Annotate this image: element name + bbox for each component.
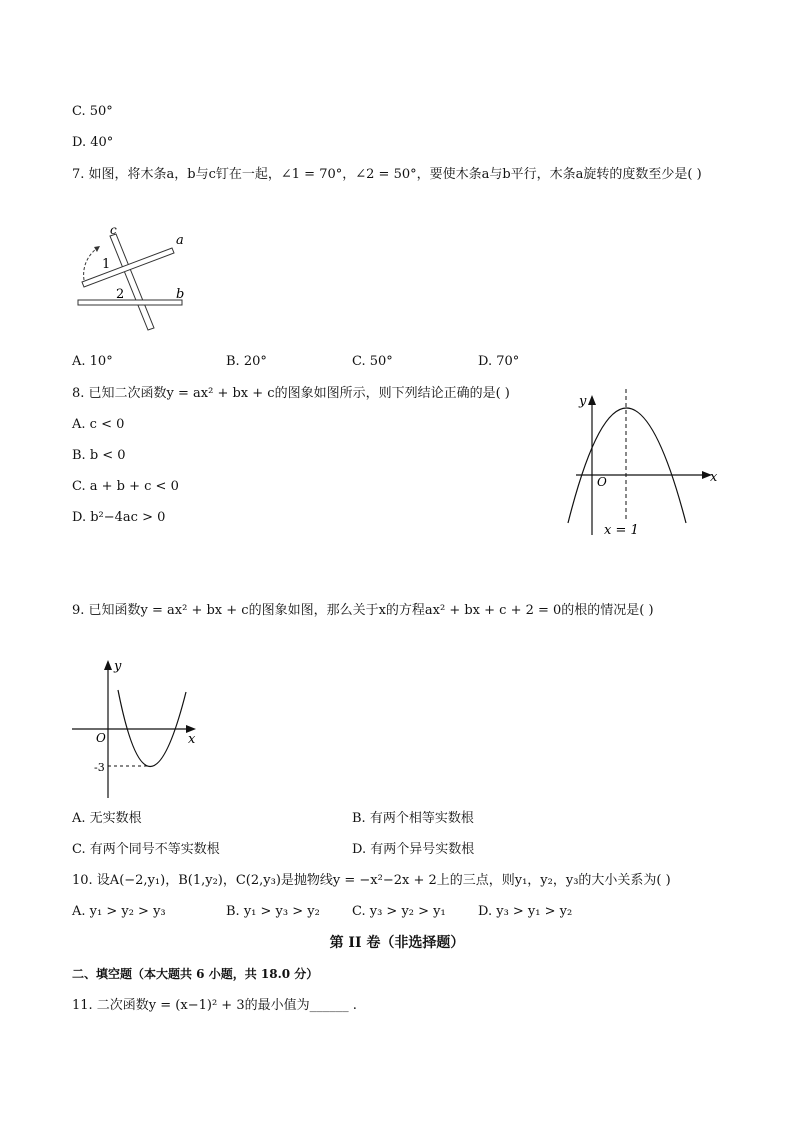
q10-stem: 10. 设A(−2,y₁)，B(1,y₂)，C(2,y₃)是抛物线y = −x²−2x + 2上的三点，则y₁，y₂，y₃的大小关系为( ) [72, 873, 671, 888]
rotation-arrow [84, 246, 100, 280]
q7-option-d: D. 70° [478, 354, 520, 369]
q8-label-x: x [710, 470, 718, 485]
q8-option-d: D. b²−4ac > 0 [72, 510, 166, 525]
q10-option-b: B. y₁ > y₃ > y₂ [226, 904, 320, 919]
fill-blank-heading: 二、填空题（本大题共 6 小题，共 18.0 分） [72, 967, 319, 981]
q8-option-c: C. a + b + c < 0 [72, 479, 179, 494]
q9-option-b: B. 有两个相等实数根 [352, 811, 474, 826]
q6-option-d: D. 40° [72, 135, 114, 150]
q11-stem: 11. 二次函数y = (x−1)² + 3的最小值为______ . [72, 998, 357, 1013]
q6-option-c: C. 50° [72, 104, 113, 119]
label-b: b [176, 287, 185, 302]
q7-stem: 7. 如图，将木条a，b与c钉在一起，∠1 = 70°，∠2 = 50°，要使木条a与b平行，木条a旋转的度数至少是( ) [72, 167, 702, 182]
q7-option-c: C. 50° [352, 354, 393, 369]
stick-b [78, 300, 182, 305]
q10-option-a: A. y₁ > y₂ > y₃ [72, 904, 166, 919]
q9-parabola [118, 690, 186, 767]
q9-label-min: -3 [94, 761, 105, 774]
label-angle-1: 1 [102, 257, 111, 272]
q8-parabola-figure [562, 385, 722, 545]
q9-option-d: D. 有两个异号实数根 [352, 842, 475, 857]
q8-parabola [568, 408, 686, 523]
q9-option-a: A. 无实数根 [72, 811, 142, 826]
q9-label-x: x [188, 732, 196, 747]
label-angle-2: 2 [116, 287, 125, 302]
q7-figure-sticks [72, 222, 202, 337]
q9-label-y: y [114, 659, 122, 674]
q10-option-d: D. y₃ > y₁ > y₂ [478, 904, 573, 919]
q9-stem: 9. 已知函数y = ax² + bx + c的图象如图，那么关于x的方程ax² + bx + c + 2 = 0的根的情况是( ) [72, 603, 654, 618]
q8-option-b: B. b < 0 [72, 448, 126, 463]
q8-label-axis: x = 1 [604, 523, 639, 538]
label-c: c [110, 223, 117, 237]
q8-option-a: A. c < 0 [72, 417, 125, 432]
q7-option-a: A. 10° [72, 354, 113, 369]
label-a: a [176, 233, 184, 248]
q9-parabola-figure [68, 654, 208, 804]
q10-option-c: C. y₃ > y₂ > y₁ [352, 904, 446, 919]
q8-stem: 8. 已知二次函数y = ax² + bx + c的图象如图所示，则下列结论正确的是( ) [72, 386, 510, 401]
q7-option-b: B. 20° [226, 354, 267, 369]
q8-label-y: y [579, 394, 587, 409]
stick-c [110, 234, 154, 330]
q9-label-o: O [96, 731, 106, 745]
q8-label-o: O [597, 475, 607, 489]
q9-option-c: C. 有两个同号不等实数根 [72, 842, 220, 857]
section-2-title: 第 II 卷（非选择题） [329, 935, 465, 951]
arrow-head-icon [94, 246, 100, 252]
